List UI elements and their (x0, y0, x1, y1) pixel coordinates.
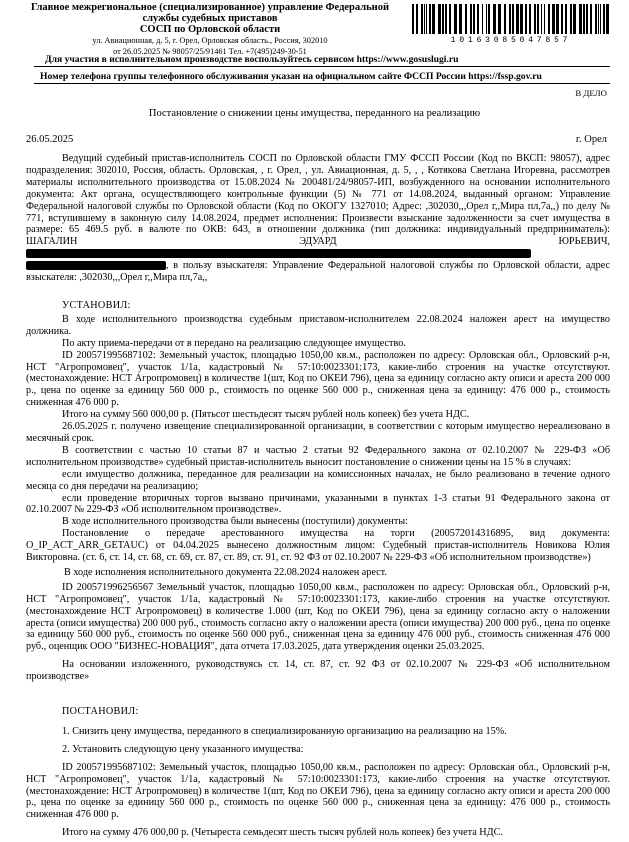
document-city: г. Орел (575, 134, 607, 145)
document-date: 26.05.2025 (26, 134, 74, 145)
divider (34, 83, 610, 84)
doc-number-phone: от 26.05.2025 № 98057/25/91461 Тел. +7(495)249-30-51 (113, 47, 307, 56)
postanovil-section (26, 706, 610, 839)
org-address: ул. Авиационная, д. 5, г. Орел, Орловская область., Россия, 302010 (92, 36, 328, 45)
org-name-line1: Главное межрегиональное (специализированное) управление Федеральной (30, 2, 390, 13)
org-name-line2: службы судебных приставов (142, 13, 278, 24)
intro-paragraph (26, 153, 610, 284)
ustanovil-paragraph: В ходе исполнительного производства были вынесены (поступили) документы: (62, 516, 408, 528)
postanovil-item: 2. Установить следующую цену указанного имущества: (62, 743, 304, 755)
ustanovil-paragraph: если имущество должника, переданное для реализации на комиссионных началах, не было реализовано в течение одного месяца со дня передачи на реализацию; (26, 468, 610, 492)
ustanovil-paragraph: Постановление о передаче арестованного имущества на торги (200572014316895, вид документа: O_IP_ACT_ARR_GETAUC) от 04.04.2025 вынесено должностным лицом: Судебный пристав-исполнитель Новикова Юлия Викторовна. (ст. 6, ст. 14, ст. 68, ст. 69, ст. 87, ст. 89, ст. 91, ст. 92 ФЗ от 02.10.2007 № 229-ФЗ «Об исполнительном производстве») (26, 528, 610, 564)
ustanovil-paragraph: Итого на сумму 560 000,00 р. (Пятьсот шестьдесят тысяч рублей ноль копеек) без учета НДС. (62, 409, 470, 421)
ustanovil-paragraph: На основании изложенного, руководствуясь ст. 14, ст. 87, ст. 92 ФЗ от 02.10.2007 № 229-ФЗ «Об исполнительном производстве» (26, 659, 610, 683)
divider (34, 66, 610, 67)
document-title: Постановление о снижении цены имущества, переданного на реализацию (148, 108, 481, 119)
ustanovil-paragraph: если проведение вторичных торгов вызвано причинами, указанными в пунктах 1-3 статьи 91 Федерального закона от 02.10.2007 № 229-ФЗ «Об исполнительном производстве». (26, 492, 610, 516)
ustanovil-paragraph: В ходе исполнительного производства судебным приставом-исполнителем 22.08.2024 наложен арест на имущество должника. (26, 313, 610, 337)
ustanovil-heading: УСТАНОВИЛ: (62, 300, 131, 311)
postanovil-heading: ПОСТАНОВИЛ: (62, 706, 139, 717)
ustanovil-paragraph: 26.05.2025 г. получено извещение специализированной организации, в соответствии с которым имущество нереализовано в месячный срок. (26, 421, 610, 444)
ustanovil-paragraph: ID 200571996256567 Земельный участок, площадью 1050,00 кв.м., расположен по адресу: Орловская обл., Орловский р-н, НСТ "Агропромовец", участок 1/1а, кадастровый № 57:10:0023301:173, какие-либо строения на участке отсутствуют. (местонахождение НСТ Агропромовец) в количестве 1.000 (шт, Код по ОКЕИ 796), цена за единицу согласно акту о наложении ареста (описи имущества) 200 000 руб., стоимость согласно акту о наложении ареста (описи имущества) 200 000 руб., цена по оценке за единицу 560 000 руб., стоимость по оценке 560 000 руб., сниженная цена за единицу 476 000 руб., стоимость сниженная 476 000 руб., оценщик ООО "БИЗНЕС-НОВАЦИЯ", дата отчета 17.03.2025, дата утверждения оценки 25.03.2025. (26, 581, 610, 653)
ustanovil-paragraph: По акту приема-передачи от в передано на реализацию следующее имущество. (62, 337, 406, 349)
redaction-bar (26, 261, 166, 270)
postanovil-item: ID 200571995687102: Земельный участок, площадью 1050,00 кв.м., расположен по адресу: Орловская обл., Орловский р-н, НСТ "Агропромовец", участок 1/1а, кадастровый № 57:10:0023301:173, какие-либо строения на участке отсутствуют. (местонахождение: НСТ Агропромовец) в количестве 1(шт, Код по ОКЕИ 796), цена за единицу согласно акту описи и ареста 200 000 р., цена по оценке за единицу 560 000 р., стоимость по оценке 560 000 р., сниженная цена за единицу: 476 000 р., стоимость сниженная 476 000 р. (26, 761, 610, 821)
ustanovil-section (26, 300, 610, 683)
issuer-header (30, 2, 390, 57)
postanovil-item: 1. Снизить цену имущества, переданного в специализированную организацию на реализацию на 15%. (62, 725, 507, 737)
org-name-line3: СОСП по Орловской области (139, 24, 281, 35)
fssp-phone-notice: Номер телефона группы телефонного обслуживания указан на официальном сайте ФССП России https://fssp.gov.ru (40, 71, 542, 82)
intro-text-creditor: , в пользу взыскателя: Управление Федеральной налоговой службы по Орловской области, адрес взыскателя: ,302030,,,Орел г,,Мира пл,7а,, (26, 260, 610, 284)
ustanovil-paragraph: ID 200571995687102: Земельный участок, площадью 1050,00 кв.м., расположен по адресу: Орловская обл., Орловский р-н, НСТ "Агропромовец", участок 1/1а, кадастровый № 57:10:0023301:173, какие-либо строения на участке отсутствуют. (местонахождение: НСТ Агропромовец) в количестве 1(шт, Код по ОКЕИ 796), цена за единицу согласно акту описи и ареста 200 000 р., цена по оценке за единицу 560 000 р., стоимость по оценке 560 000 р., сниженная цена за единицу: 476 000 р., стоимость сниженная 476 000 р. (26, 349, 610, 409)
filing-stamp: В ДЕЛО (575, 88, 607, 98)
gosuslugi-notice: Для участия в исполнительном производстве воспользуйтесь сервисом https://www.gosuslugi.ru (45, 54, 459, 65)
ustanovil-paragraph: В соответствии с частью 10 статьи 87 и частью 2 статьи 92 Федерального закона от 02.10.2007 № 229-ФЗ «Об исполнительном производстве» судебный пристав-исполнитель выносит постановление о снижении цены на 15 % в случаях: (26, 444, 610, 468)
intro-text: Ведущий судебный пристав-исполнитель СОСП по Орловской области ГМУ ФССП России (Код по ВКСП: 98057), адрес подразделения: 302010, Россия, область. Орловская, , г. Орел, , ул. Авиационная, д. 5, , , Котякова Светлана Игоревна, рассмотрев материалы исполнительного производства от 15.08.2024 № 200481/24/98057-ИП, возбужденного на основании исполнительного документа: Акт органа, осуществляющего контрольные функции (5) № 771 от 14.08.2024, выданный органом: Управление Федеральной налоговой службы по Орловской области (Код по ОКОГУ 1327010; Адрес: ,302030,,,Орел г,,Мира пл,7а,,) по делу № 771, вступившему в законную силу 14.08.2024, предмет исполнения: Произвести взыскание задолженности за счет имущества в размере: 65 469.5 руб. в валюте по ОКВ: 643, в отношении должника (тип должника: индивидуальный предприниматель): ШАГАЛИН ЭДУАРД ЮРЬЕВИЧ, (26, 153, 610, 248)
redaction-bar (26, 249, 531, 258)
postanovil-item: Итого на сумму 476 000,00 р. (Четыреста семьдесят шесть тысяч рублей ноль копеек) без учета НДС. (62, 827, 503, 839)
barcode-image (412, 4, 610, 34)
ustanovil-paragraph: В ходе исполнения исполнительного документа 22.08.2024 наложен арест. (64, 566, 387, 578)
barcode-number: 10163085047857 (450, 36, 572, 45)
